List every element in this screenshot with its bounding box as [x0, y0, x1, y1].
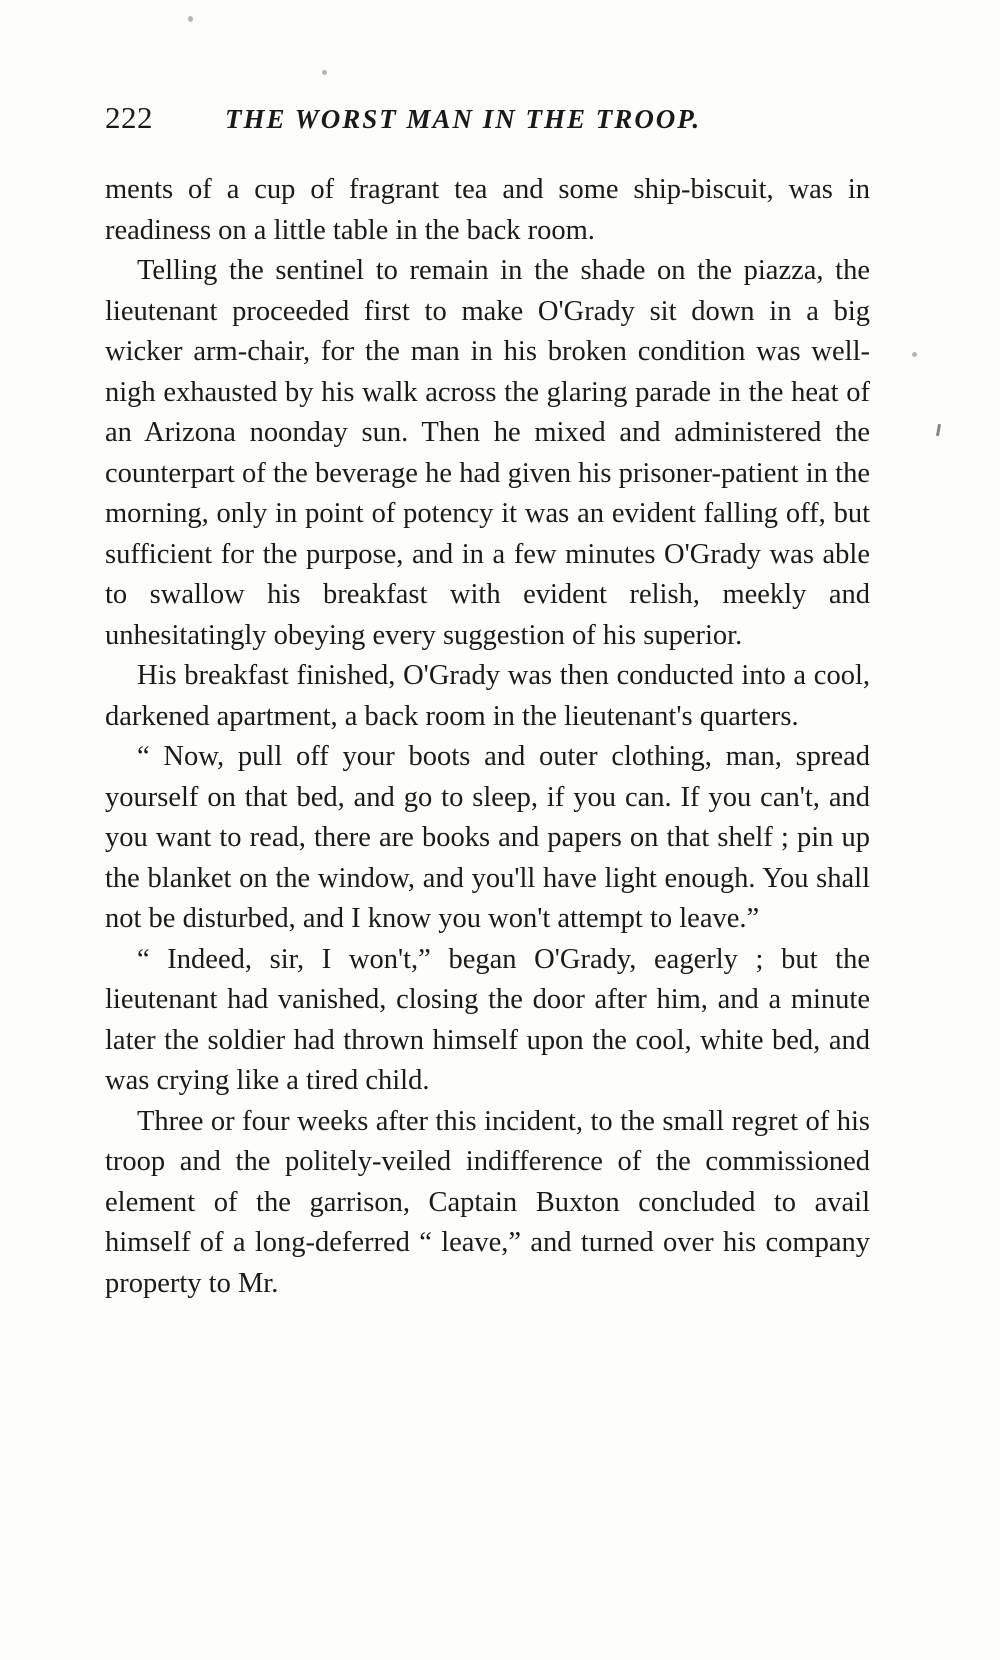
- page-speck-icon: [912, 352, 917, 357]
- page-speck-icon: [322, 70, 327, 75]
- page-number: 222: [105, 100, 153, 135]
- page-content: [105, 100, 870, 1304]
- page-speck-icon: [188, 16, 193, 22]
- page-mark-icon: [936, 424, 941, 436]
- paragraph: His breakfast finished, O'Grady was then conducted into a cool, darkened apartment, a back room in the lieutenant's quarters.: [105, 660, 870, 732]
- paragraph: Three or four weeks after this incident, to the small regret of his troop and the politely-veiled indifference of the commissioned element of the garrison, Captain Buxton concluded to avail himself of a long-deferred “ leave,” and turned over his company property to Mr.: [105, 1105, 870, 1299]
- page-header: [105, 100, 870, 136]
- body-text: [105, 170, 870, 1304]
- paragraph: Telling the sentinel to remain in the shade on the piazza, the lieutenant proceeded first to make O'Grady sit down in a big wicker arm-chair, for the man in his broken condition was well-nigh exhausted by his walk across the glaring parade in the heat of an Arizona noonday sun. Then he mixed and administered the counterpart of the beverage he had given his prisoner-patient in the morning, only in point of potency it was an evident falling off, but sufficient for the purpose, and in a few minutes O'Grady was able to swallow his breakfast with evident relish, meekly and unhesitatingly obeying every suggestion of his superior.: [105, 255, 870, 651]
- running-head: THE WORST MAN IN THE TROOP.: [225, 104, 702, 134]
- paragraph: ments of a cup of fragrant tea and some ship-biscuit, was in readiness on a little table in the back room.: [105, 174, 870, 246]
- paragraph: “ Now, pull off your boots and outer clothing, man, spread yourself on that bed, and go to sleep, if you can. If you can't, and you want to read, there are books and papers on that shelf ; pin up the blanket on the window, and you'll have light enough. You shall not be disturbed, and I know you won't attempt to leave.”: [105, 741, 870, 934]
- paragraph: “ Indeed, sir, I won't,” began O'Grady, eagerly ; but the lieutenant had vanished, closing the door after him, and a minute later the soldier had thrown himself upon the cool, white bed, and was crying like a tired child.: [105, 943, 870, 1096]
